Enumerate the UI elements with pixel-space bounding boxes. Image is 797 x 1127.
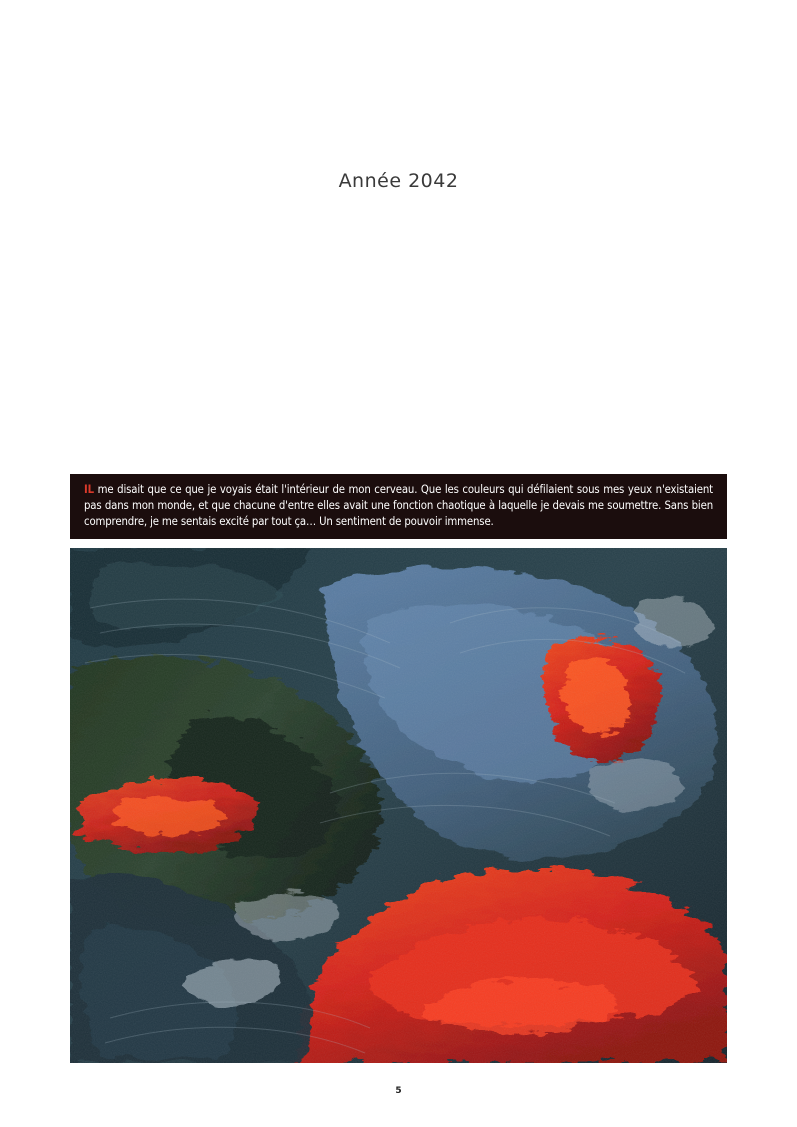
artwork-image bbox=[70, 548, 727, 1063]
page-title: Année 2042 bbox=[338, 170, 459, 192]
artwork-canvas bbox=[70, 548, 727, 1063]
page-number: 5 bbox=[395, 1086, 402, 1096]
quote-dropcap: IL bbox=[84, 483, 94, 496]
quote-text: me disait que ce que je voyais était l'intérieur de mon cerveau. Que les couleurs qui défilaient sous mes yeux n'existaient pas dans mon monde, et que chacune d'entre elles avait une fonction chaotique à laquelle je devais me soumettre. Sans bien comprendre, je me sentais excité par tout ça… Un sentiment de pouvoir immense. bbox=[84, 483, 713, 529]
quote-block bbox=[70, 474, 727, 539]
